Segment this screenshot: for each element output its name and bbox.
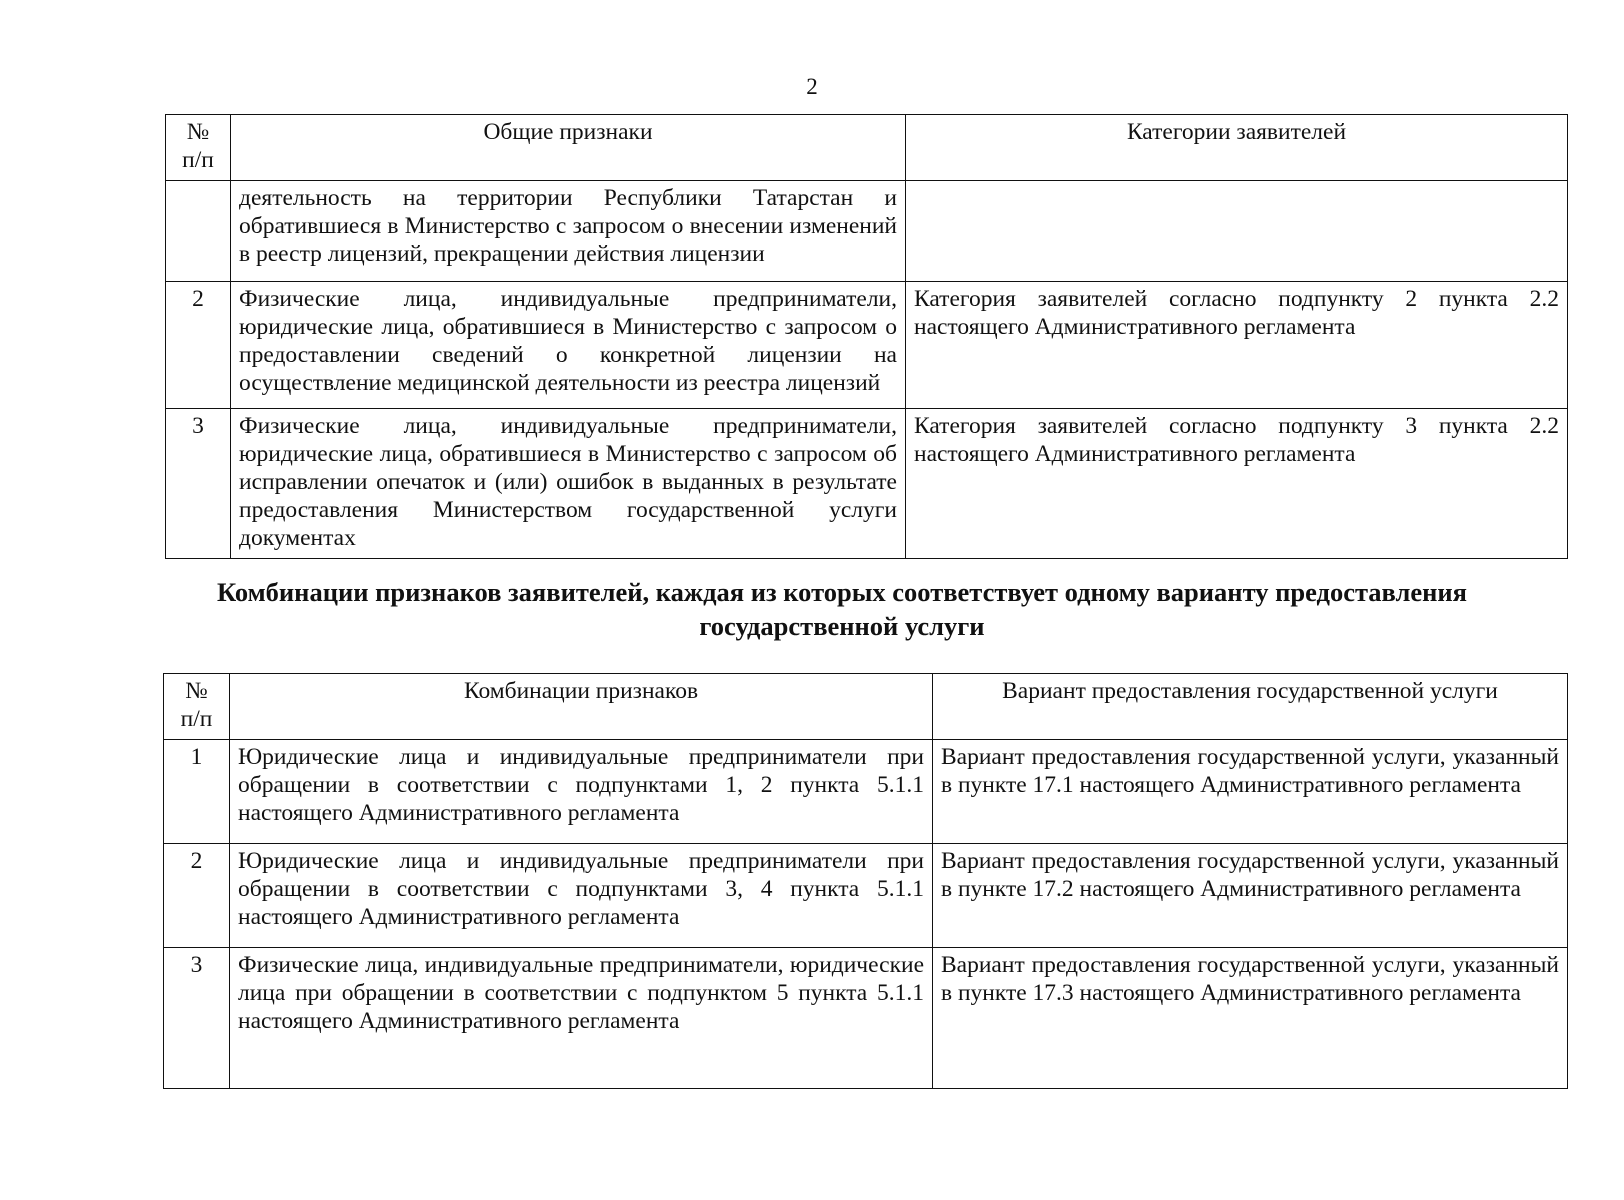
row-number [166,181,231,282]
row-number: 1 [164,740,230,844]
page-number: 2 [806,74,818,99]
table-header-row [164,674,1568,740]
row-category: Категория заявителей согласно подпункту 2 пункта 2.2 настоящего Административного регламента [906,282,1568,409]
row-number: 2 [166,282,231,409]
row-features: Физические лица, индивидуальные предприниматели, юридические лица, обратившиеся в Министерство с запросом о предоставлении сведений о конкретной лицензии на осуществление медицинской деятельности из реестра лицензий [231,282,906,409]
row-number: 3 [166,409,231,559]
column-header-number [164,674,230,740]
row-features: Физические лица, индивидуальные предприниматели, юридические лица, обратившиеся в Министерство с запросом об исправлении опечаток и (или) ошибок в выданных в результате предоставления Министерством государственной услуги документах [231,409,906,559]
row-combination: Юридические лица и индивидуальные предприниматели при обращении в соответствии с подпунктами 1, 2 пункта 5.1.1 настоящего Административного регламента [230,740,933,844]
row-variant: Вариант предоставления государственной услуги, указанный в пункте 17.3 настоящего Административного регламента [933,948,1568,1089]
row-category [906,181,1568,282]
table-header-row [166,115,1568,181]
header-number-abbrev: п/п [180,706,213,732]
table-row [166,409,1568,559]
column-header-combinations: Комбинации признаков [230,674,933,740]
section-heading: Комбинации признаков заявителей, каждая из которых соответствует одному варианту предоставления государственной услуги [216,577,1468,641]
applicant-categories-table [165,114,1568,559]
column-header-categories: Категории заявителей [906,115,1568,181]
row-variant: Вариант предоставления государственной услуги, указанный в пункте 17.1 настоящего Административного регламента [933,740,1568,844]
row-features: деятельность на территории Республики Татарстан и обратившиеся в Министерство с запросом о внесении изменений в реестр лицензий, прекращении действия лицензии [231,181,906,282]
table-row [164,948,1568,1089]
header-number-symbol: № [186,119,210,145]
row-combination: Юридические лица и индивидуальные предприниматели при обращении в соответствии с подпунктами 3, 4 пункта 5.1.1 настоящего Административного регламента [230,844,933,948]
table-row [166,282,1568,409]
header-number-abbrev: п/п [182,147,214,173]
row-number: 2 [164,844,230,948]
row-category: Категория заявителей согласно подпункту 3 пункта 2.2 настоящего Административного регламента [906,409,1568,559]
column-header-number [166,115,231,181]
row-variant: Вариант предоставления государственной услуги, указанный в пункте 17.2 настоящего Административного регламента [933,844,1568,948]
column-header-variant: Вариант предоставления государственной услуги [933,674,1568,740]
row-combination: Физические лица, индивидуальные предприниматели, юридические лица при обращении в соответствии с подпунктом 5 пункта 5.1.1 настоящего Административного регламента [230,948,933,1089]
table-row [164,740,1568,844]
row-number: 3 [164,948,230,1089]
column-header-features: Общие признаки [231,115,906,181]
table-row [164,844,1568,948]
table-row [166,181,1568,282]
feature-combinations-table [163,673,1568,1089]
header-number-symbol: № [185,678,208,704]
